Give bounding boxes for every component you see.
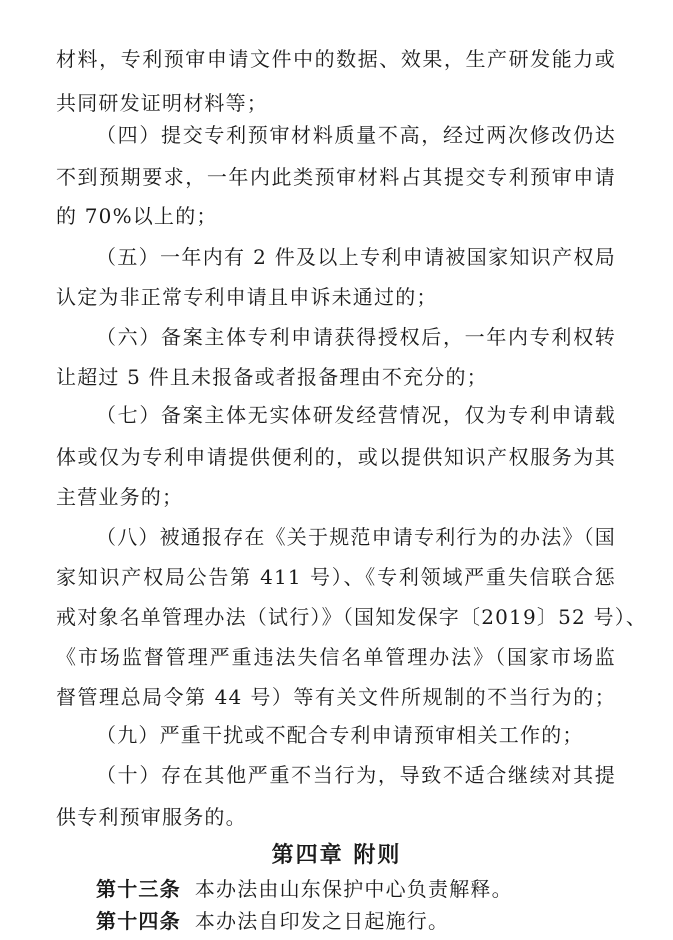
chapter-heading: 第四章 附则	[271, 843, 402, 868]
paragraph-line: （八）被通报存在《关于规范申请专利行为的办法》（国	[96, 525, 616, 549]
paragraph-line: 不到预期要求，一年内此类预审材料占其提交专利预审申请	[56, 165, 616, 189]
paragraph-line: （四）提交专利预审材料质量不高，经过两次修改仍达	[96, 123, 616, 147]
article-14	[96, 908, 449, 934]
article-13	[96, 876, 513, 902]
paragraph-line: 的 70%以上的；	[56, 204, 218, 228]
paragraph-line: 共同研发证明材料等；	[56, 91, 268, 115]
paragraph-line: （七）备案主体无实体研发经营情况，仅为专利申请载	[96, 403, 616, 427]
article-number: 第十三条	[96, 877, 181, 901]
article-number: 第十四条	[96, 909, 181, 933]
paragraph-line: （十）存在其他严重不当行为，导致不适合继续对其提	[96, 763, 616, 787]
paragraph-line: （六）备案主体专利申请获得授权后，一年内专利权转	[96, 325, 616, 349]
paragraph-line: 家知识产权局公告第 411 号）、《专利领域严重失信联合惩	[56, 565, 616, 589]
article-text: 本办法由山东保护中心负责解释。	[194, 877, 513, 901]
paragraph-line: （五）一年内有 2 件及以上专利申请被国家知识产权局	[96, 245, 616, 269]
paragraph-line: 体或仅为专利申请提供便利的，或以提供知识产权服务为其	[56, 445, 616, 469]
paragraph-line: 材料，专利预审申请文件中的数据、效果，生产研发能力或	[56, 47, 616, 71]
paragraph-line: （九）严重干扰或不配合专利申请预审相关工作的；	[96, 723, 584, 747]
paragraph-line: 戒对象名单管理办法（试行）》（国知发保字〔2019〕52 号）、	[56, 605, 648, 629]
paragraph-line: 主营业务的；	[56, 485, 184, 509]
paragraph-line: 让超过 5 件且未报备或者报备理由不充分的；	[56, 365, 488, 389]
paragraph-line: 督管理总局令第 44 号）等有关文件所规制的不当行为的；	[56, 685, 616, 709]
article-text: 本办法自印发之日起施行。	[194, 909, 450, 933]
paragraph-line: 认定为非正常专利申请且申诉未通过的；	[56, 285, 438, 309]
paragraph-line: 《市场监督管理严重违法失信名单管理办法》（国家市场监	[56, 645, 616, 669]
paragraph-line: 供专利预审服务的。	[56, 805, 247, 829]
